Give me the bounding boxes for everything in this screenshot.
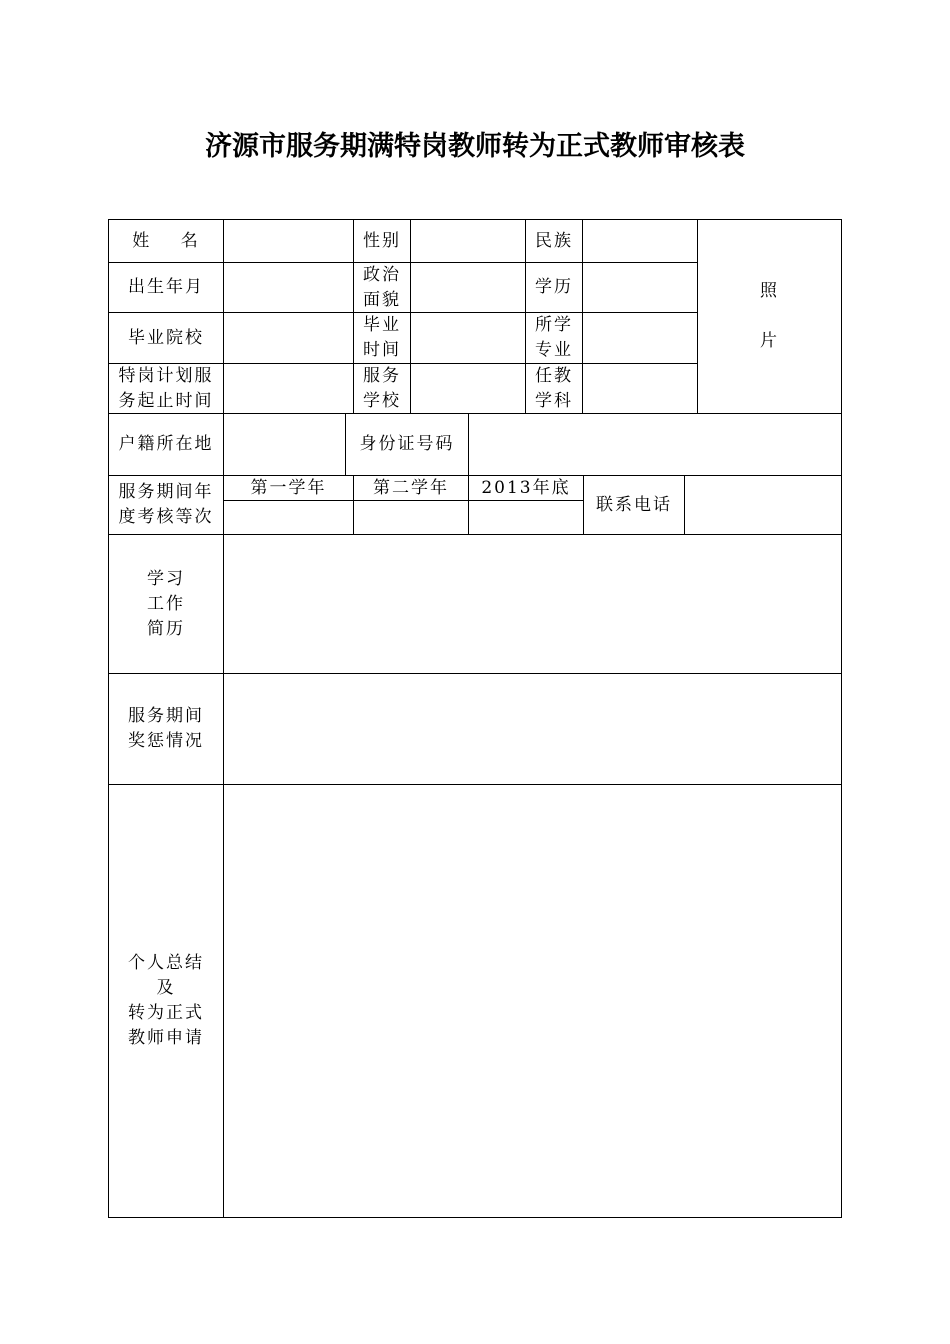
label-awards: 服务期间 奖惩情况 (128, 706, 204, 751)
label-ethnicity: 民族 (535, 230, 573, 251)
field-service-period[interactable] (224, 364, 353, 413)
field-summary[interactable] (224, 785, 841, 1217)
label-summary: 个人总结 及 转为正式 教师申请 (128, 953, 204, 1048)
field-ethnicity[interactable] (583, 220, 697, 262)
field-awards[interactable] (224, 674, 841, 784)
field-resume[interactable] (224, 535, 841, 673)
field-year2-grade[interactable] (354, 501, 468, 534)
field-gender[interactable] (411, 220, 525, 262)
field-phone[interactable] (685, 476, 841, 534)
field-grad-time[interactable] (411, 313, 525, 363)
label-school-grad: 毕业院校 (128, 327, 204, 348)
photo-box[interactable]: 照 片 (760, 281, 779, 351)
field-major[interactable] (583, 313, 697, 363)
field-subject[interactable] (583, 364, 697, 413)
label-phone: 联系电话 (596, 494, 672, 515)
field-education[interactable] (583, 263, 697, 312)
field-id-number[interactable] (469, 414, 841, 475)
header-year1: 第一学年 (250, 478, 327, 498)
label-service-school: 服务 学校 (363, 365, 401, 411)
label-resume: 学习 工作 简历 (147, 569, 185, 639)
label-assessment: 服务期间年 度考核等次 (118, 482, 214, 527)
header-year3: 2013年底 (481, 478, 571, 498)
label-name: 姓 名 (132, 230, 200, 251)
field-school-grad[interactable] (224, 313, 353, 363)
label-political: 政治 面貌 (363, 264, 401, 310)
label-id-number: 身份证号码 (359, 434, 455, 454)
field-service-school[interactable] (411, 364, 525, 413)
label-education: 学历 (535, 277, 573, 297)
field-political[interactable] (411, 263, 525, 312)
header-year2: 第二学年 (373, 478, 449, 498)
field-birth[interactable] (224, 263, 353, 312)
label-gender: 性别 (363, 230, 401, 251)
field-year3-grade[interactable] (469, 501, 583, 534)
label-major: 所学 专业 (535, 315, 573, 360)
field-household[interactable] (224, 414, 345, 475)
label-subject: 任教 学科 (535, 365, 573, 411)
field-year1-grade[interactable] (224, 501, 353, 534)
label-grad-time: 毕业 时间 (363, 315, 401, 360)
label-birth: 出生年月 (128, 277, 204, 297)
page-title: 济源市服务期满特岗教师转为正式教师审核表 (205, 131, 745, 162)
label-service-period: 特岗计划服 务起止时间 (118, 365, 214, 411)
field-name[interactable] (224, 220, 353, 262)
label-household: 户籍所在地 (118, 434, 214, 454)
